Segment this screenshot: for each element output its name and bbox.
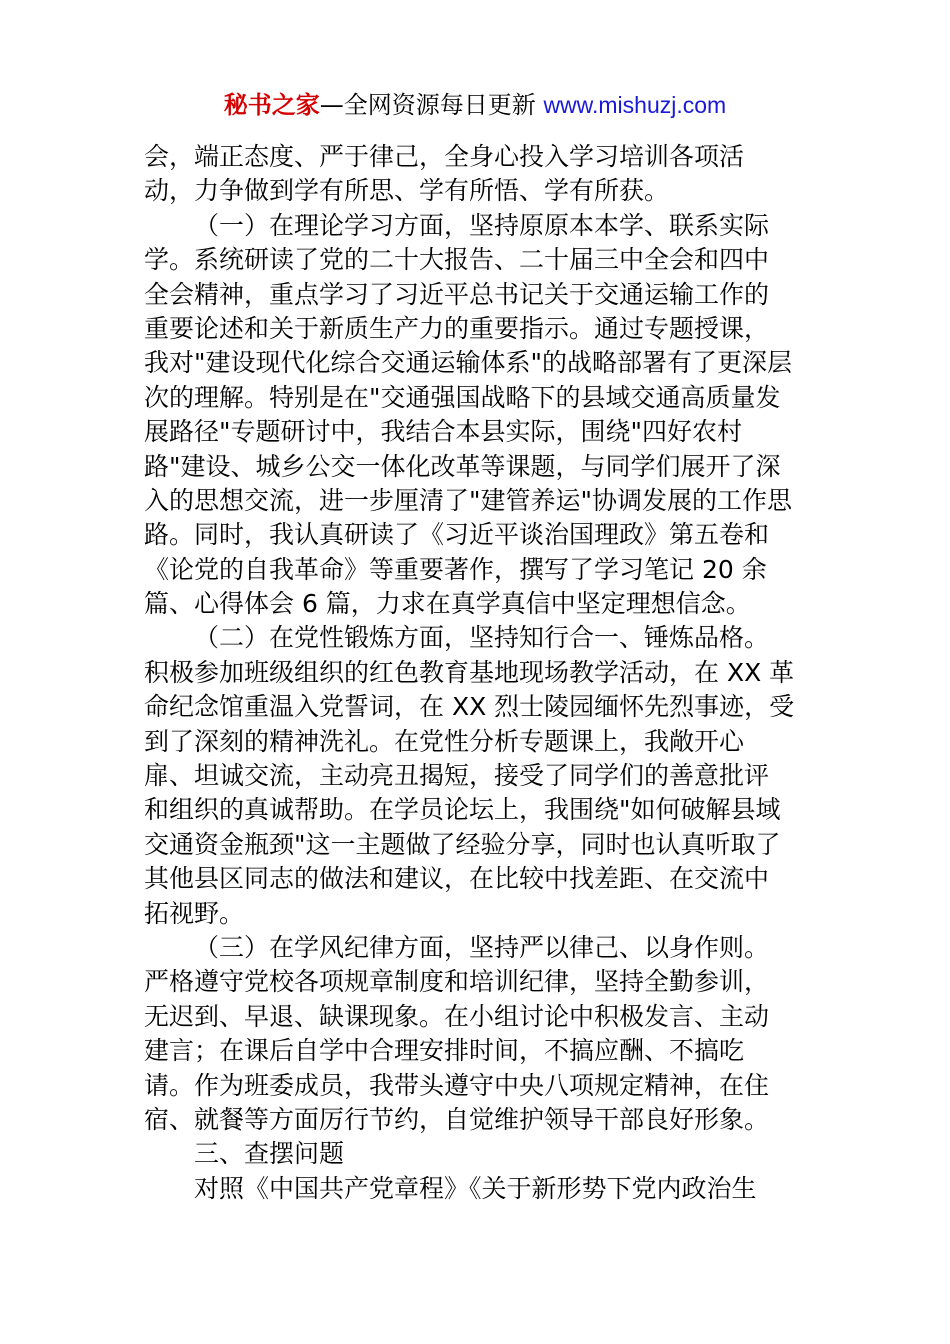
text-line: 和组织的真诚帮助。在学员论坛上，我围绕"如何破解县域 <box>144 795 781 825</box>
page-header <box>0 88 950 122</box>
text-line: 严格遵守党校各项规章制度和培训纪律，坚持全勤参训， <box>144 967 770 997</box>
text-line: 路"建设、城乡公交一体化改革等课题，与同学们展开了深 <box>144 451 781 481</box>
text-line: 学。系统研读了党的二十大报告、二十届三中全会和四中 <box>144 245 770 275</box>
text-line: 会，端正态度、严于律己，全身心投入学习培训各项活 <box>144 142 745 171</box>
text-line: 宿、就餐等方面厉行节约，自觉维护领导干部良好形象。 <box>144 1104 770 1134</box>
text-line: （三）在学风纪律方面，坚持严以律己、以身作则。 <box>194 932 770 962</box>
text-line: 交通资金瓶颈"这一主题做了经验分享，同时也认真听取了 <box>144 829 781 859</box>
text-line: 篇、心得体会 6 篇，力求在真学真信中坚定理想信念。 <box>144 589 751 619</box>
text-line: （二）在党性锻炼方面，坚持知行合一、锤炼品格。 <box>194 623 770 653</box>
text-line: 拓视野。 <box>144 898 245 928</box>
text-line: 《论党的自我革命》等重要著作，撰写了学习笔记 20 余 <box>144 554 767 584</box>
header-tagline: —全网资源每日更新 <box>319 91 544 119</box>
text-line: 命纪念馆重温入党誓词，在 XX 烈士陵园缅怀先烈事迹，受 <box>144 692 795 722</box>
text-line: 建言；在课后自学中合理安排时间，不搞应酬、不搞吃 <box>144 1036 745 1066</box>
text-line: 展路径"专题研讨中，我结合本县实际，围绕"四好农村 <box>144 417 743 447</box>
text-line: 扉、坦诚交流，主动亮丑揭短，接受了同学们的善意批评 <box>144 761 770 791</box>
site-url[interactable]: www.mishuzj.com <box>543 92 727 118</box>
text-line: 积极参加班级组织的红色教育基地现场教学活动，在 XX 革 <box>144 657 795 687</box>
text-line: 全会精神，重点学习了习近平总书记关于交通运输工作的 <box>144 279 770 309</box>
text-line: 其他县区同志的做法和建议，在比较中找差距、在交流中 <box>144 864 770 894</box>
text-line: 我对"建设现代化综合交通运输体系"的战略部署有了更深层 <box>144 348 793 378</box>
text-line: 三、查摆问题 <box>194 1139 345 1169</box>
text-line: 次的理解。特别是在"交通强国战略下的县域交通高质量发 <box>144 382 781 412</box>
text-line: （一）在理论学习方面，坚持原原本本学、联系实际 <box>194 210 770 240</box>
document-body <box>144 140 814 1206</box>
text-line: 无迟到、早退、缺课现象。在小组讨论中积极发言、主动 <box>144 1001 770 1031</box>
text-line: 入的思想交流，进一步厘清了"建管养运"协调发展的工作思 <box>144 485 793 515</box>
site-brand: 秘书之家 <box>223 91 320 119</box>
text-line: 对照《中国共产党章程》《关于新形势下党内政治生 <box>194 1173 757 1203</box>
text-line: 动，力争做到学有所思、学有所悟、学有所获。 <box>144 176 670 206</box>
text-line: 请。作为班委成员，我带头遵守中央八项规定精神，在住 <box>144 1070 770 1100</box>
text-line: 路。同时，我认真研读了《习近平谈治国理政》第五卷和 <box>144 520 770 550</box>
text-line: 重要论述和关于新质生产力的重要指示。通过专题授课， <box>144 313 770 343</box>
text-line: 到了深刻的精神洗礼。在党性分析专题课上，我敞开心 <box>144 726 745 756</box>
